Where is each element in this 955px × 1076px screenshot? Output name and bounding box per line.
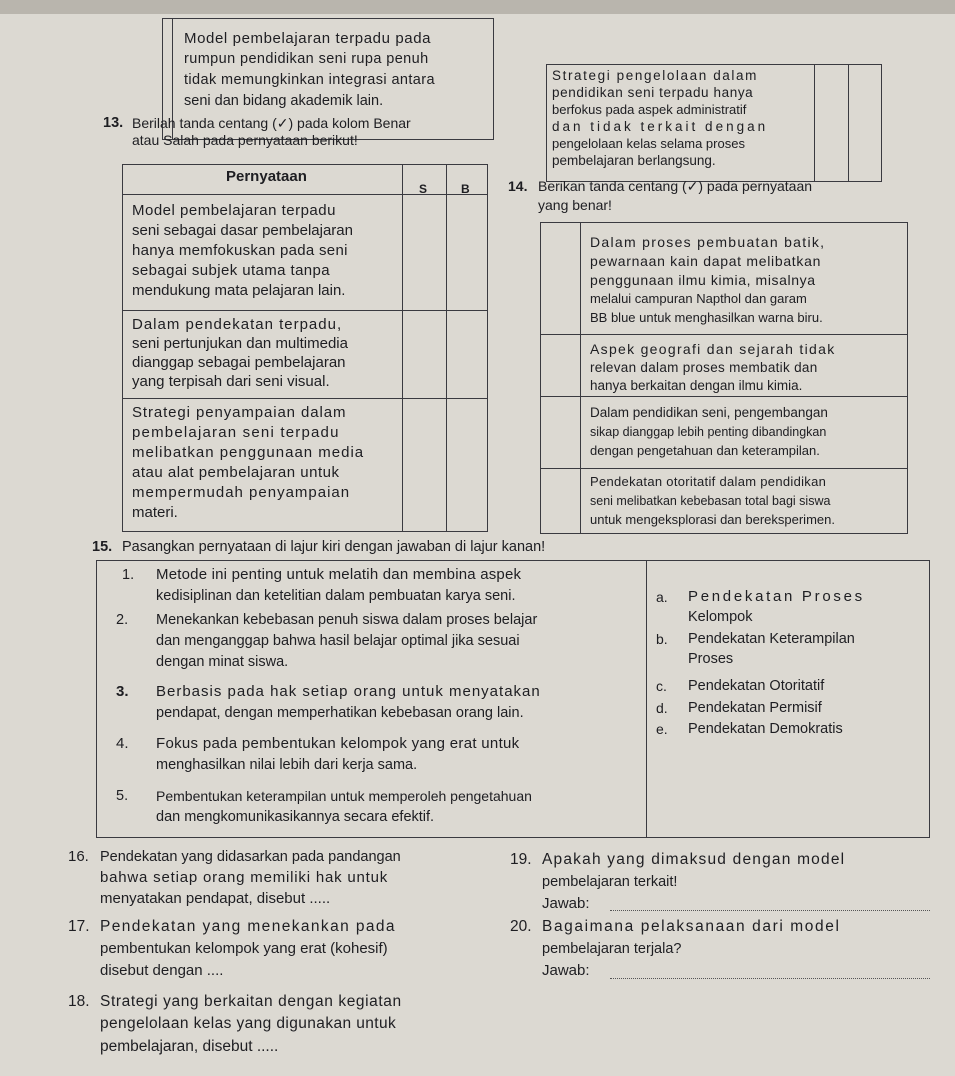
q14-row1-line: penggunaan ilmu kimia, misalnya (590, 272, 816, 288)
q15-right-line: Pendekatan Otoritatif (688, 678, 825, 694)
q15-left-num: 3. (116, 683, 129, 700)
q17-line: Pendekatan yang menekankan pada (100, 918, 396, 935)
q15-left-num: 2. (116, 612, 129, 628)
q13-row1-benar-cell[interactable] (447, 195, 487, 309)
prev-item-right-line: Strategi pengelolaan dalam (552, 68, 758, 83)
q20-answer-label: Jawab: (542, 962, 590, 979)
q20-line: pembelajaran terjala? (542, 941, 682, 957)
q13-row2-line: seni pertunjukan dan multimedia (132, 335, 348, 352)
q15-right-letter: a. (656, 589, 668, 605)
q13-row2-line: Dalam pendekatan terpadu, (132, 316, 343, 333)
q15-right-letter: b. (656, 631, 668, 647)
q13-row3-line: pembelajaran seni terpadu (132, 424, 340, 441)
q14-row4-line: untuk mengeksplorasi dan bereksperimen. (590, 512, 835, 527)
q15-right-letter: c. (656, 678, 667, 694)
prev-item-right-line: pengelolaan kelas selama proses (552, 136, 745, 151)
prev-item-line: seni dan bidang akademik lain. (184, 93, 384, 109)
q14-row3-line: sikap dianggap lebih penting dibandingkan (590, 425, 827, 439)
q13-row1-line: sebagai subjek utama tanpa (132, 262, 331, 279)
q14-row1-check-cell[interactable] (541, 223, 579, 333)
page-top-edge (0, 0, 955, 14)
q13-row2-line: yang terpisah dari seni visual. (132, 373, 330, 390)
q17-line: disebut dengan .... (100, 962, 224, 979)
q13-header-statement: Pernyataan (226, 168, 307, 185)
q13-row2-line: dianggap sebagai pembelajaran (132, 354, 346, 371)
q13-instruction: Berilah tanda centang (✓) pada kolom Benar (132, 115, 411, 131)
prev-item-right-line: dan tidak terkait dengan (552, 119, 769, 134)
q15-instruction: Pasangkan pernyataan di lajur kiri dengan jawaban di lajur kanan! (122, 539, 546, 555)
q15-left-line: Fokus pada pembentukan kelompok yang erat untuk (156, 735, 520, 752)
q18-line: Strategi yang berkaitan dengan kegiatan (100, 993, 402, 1010)
q14-row2-line: Aspek geografi dan sejarah tidak (590, 341, 836, 357)
q14-row1-line: melalui campuran Napthol dan garam (590, 291, 807, 306)
q15-number: 15. (92, 539, 113, 555)
q16-number: 16. (68, 848, 89, 865)
q15-left-line: dan menganggap bahwa hasil belajar optimal jika sesuai (156, 633, 520, 649)
q14-row2-line: relevan dalam proses membatik dan (590, 360, 818, 375)
q15-right-line: Pendekatan Proses (688, 588, 865, 605)
q14-row1-line: pewarnaan kain dapat melibatkan (590, 253, 822, 269)
q19-answer-line[interactable] (610, 910, 930, 911)
q19-answer-label: Jawab: (542, 895, 590, 912)
q15-right-line: Proses (688, 651, 734, 667)
prev-item-right-line: pembelajaran berlangsung. (552, 153, 716, 168)
q18-number: 18. (68, 993, 90, 1010)
q13-row1-line: seni sebagai dasar pembelajaran (132, 222, 353, 239)
q13-row1-salah-cell[interactable] (403, 195, 445, 309)
q14-row2-check-cell[interactable] (541, 335, 579, 395)
prev-item-right-line: berfokus pada aspek administratif (552, 102, 747, 117)
q15-left-line: pendapat, dengan memperhatikan kebebasan orang lain. (156, 705, 524, 721)
q19-line: Apakah yang dimaksud dengan model (542, 851, 846, 868)
q15-right-line: Kelompok (688, 609, 753, 625)
q15-left-line: Pembentukan keterampilan untuk memperoleh pengetahuan (156, 788, 532, 804)
q14-row4-line: Pendekatan otoritatif dalam pendidikan (590, 474, 827, 489)
q20-answer-line[interactable] (610, 978, 930, 979)
q13-row1-line: mendukung mata pelajaran lain. (132, 282, 346, 299)
q16-line: bahwa setiap orang memiliki hak untuk (100, 869, 389, 886)
q20-number: 20. (510, 918, 532, 935)
q15-left-line: Menekankan kebebasan penuh siswa dalam proses belajar (156, 612, 538, 628)
q13-row3-line: melibatkan penggunaan media (132, 444, 365, 461)
q16-line: Pendekatan yang didasarkan pada pandangan (100, 849, 401, 865)
q15-left-line: dan mengkomunikasikannya secara efektif. (156, 809, 435, 825)
q14-row3-check-cell[interactable] (541, 397, 579, 467)
q13-row3-line: atau alat pembelajaran untuk (132, 464, 340, 481)
q13-instruction: atau Salah pada pernyataan berikut! (132, 132, 358, 148)
q13-row3-line: Strategi penyampaian dalam (132, 404, 347, 421)
q13-header-true: B (461, 182, 470, 196)
q13-row1-line: Model pembelajaran terpadu (132, 202, 336, 219)
q15-left-line: Berbasis pada hak setiap orang untuk menyatakan (156, 683, 541, 700)
q15-right-line: Pendekatan Demokratis (688, 721, 843, 737)
q14-row3-line: dengan pengetahuan dan keterampilan. (590, 443, 820, 458)
q14-instruction: yang benar! (538, 197, 612, 213)
q13-row3-salah-cell[interactable] (403, 399, 445, 531)
q17-line: pembentukan kelompok yang erat (kohesif) (100, 940, 388, 957)
q15-left-num: 4. (116, 735, 129, 752)
q16-line: menyatakan pendapat, disebut ..... (100, 890, 331, 907)
q15-left-line: menghasilkan nilai lebih dari kerja sama. (156, 757, 418, 773)
q14-row4-line: seni melibatkan kebebasan total bagi siswa (590, 494, 831, 508)
q14-instruction: Berikan tanda centang (✓) pada pernyataan (538, 178, 813, 194)
q15-left-num: 1. (122, 567, 135, 583)
q13-number: 13. (103, 115, 124, 131)
q13-row2-salah-cell[interactable] (403, 311, 445, 397)
q13-row2-benar-cell[interactable] (447, 311, 487, 397)
q15-left-line: kedisiplinan dan ketelitian dalam pembuatan karya seni. (156, 588, 516, 604)
q17-number: 17. (68, 918, 90, 935)
q14-row3-line: Dalam pendidikan seni, pengembangan (590, 405, 828, 420)
q13-row1-line: hanya memfokuskan pada seni (132, 242, 348, 259)
q19-line: pembelajaran terkait! (542, 874, 678, 890)
q13-row3-benar-cell[interactable] (447, 399, 487, 531)
q14-number: 14. (508, 178, 528, 194)
q20-line: Bagaimana pelaksanaan dari model (542, 918, 841, 935)
q15-right-line: Pendekatan Keterampilan (688, 631, 855, 647)
q15-left-line: Metode ini penting untuk melatih dan membina aspek (156, 566, 522, 583)
q18-line: pengelolaan kelas yang digunakan untuk (100, 1015, 397, 1032)
q14-row1-line: BB blue untuk menghasilkan warna biru. (590, 310, 823, 325)
q18-line: pembelajaran, disebut ..... (100, 1038, 279, 1055)
prev-item-line: rumpun pendidikan seni rupa penuh (184, 51, 429, 67)
q15-right-letter: e. (656, 721, 668, 737)
q13-row3-line: materi. (132, 504, 178, 521)
q13-row3-line: mempermudah penyampaian (132, 484, 351, 501)
q15-left-line: dengan minat siswa. (156, 654, 289, 670)
q15-left-num: 5. (116, 788, 129, 804)
prev-item-line: tidak memungkinkan integrasi antara (184, 72, 435, 88)
q13-header-false: S (419, 182, 428, 196)
prev-item-right-line: pendidikan seni terpadu hanya (552, 85, 754, 100)
q19-number: 19. (510, 851, 532, 868)
q14-row4-check-cell[interactable] (541, 469, 579, 533)
prev-item-line: Model pembelajaran terpadu pada (184, 30, 432, 47)
q15-right-line: Pendekatan Permisif (688, 700, 822, 716)
q14-row2-line: hanya berkaitan dengan ilmu kimia. (590, 378, 803, 393)
q14-row1-line: Dalam proses pembuatan batik, (590, 234, 826, 250)
q15-right-letter: d. (656, 700, 668, 716)
